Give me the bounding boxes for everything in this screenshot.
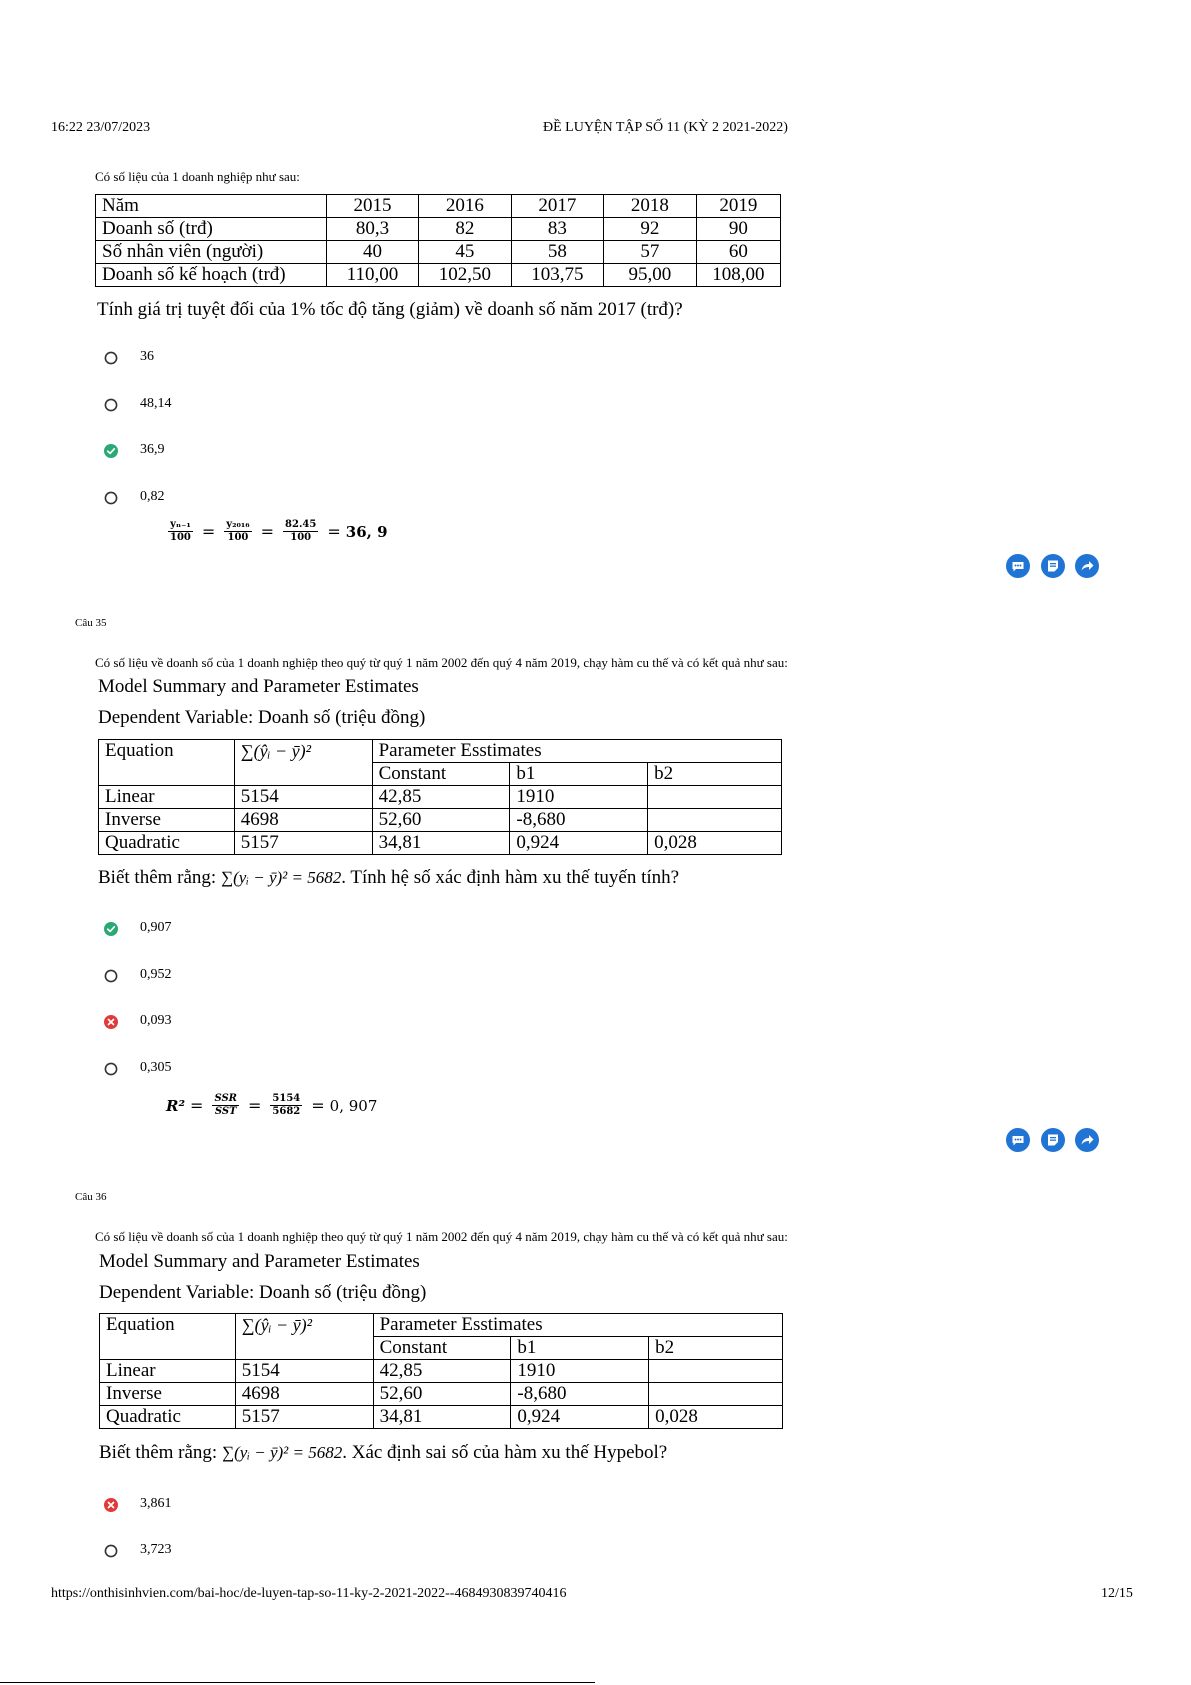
table-row <box>96 195 781 218</box>
share-icon[interactable] <box>1075 554 1099 578</box>
table-cell: 5157 <box>235 1406 373 1429</box>
table-cell: 52,60 <box>373 1383 511 1406</box>
radio-empty-icon <box>104 491 118 505</box>
table-cell: 58 <box>511 241 603 264</box>
table-cell: 102,50 <box>419 264 511 287</box>
table-cell: Linear <box>99 786 235 809</box>
table-cell: 103,75 <box>511 264 603 287</box>
table-cell: 42,85 <box>373 1360 511 1383</box>
table-cell: 2018 <box>604 195 696 218</box>
table-cell: 42,85 <box>372 786 510 809</box>
note-icon[interactable] <box>1041 554 1065 578</box>
check-correct-icon <box>104 444 118 458</box>
table-cell <box>649 1360 783 1383</box>
table-cell <box>235 1314 373 1360</box>
q35-subtitle: Dependent Variable: Doanh số (triệu đồng) <box>98 707 426 728</box>
check-correct-icon <box>104 922 118 936</box>
sum-symbol: ∑(ŷᵢ − ȳ)² <box>241 1315 312 1335</box>
table-cell: 52,60 <box>372 809 510 832</box>
q34-intro: Có số liệu của 1 doanh nghiệp như sau: <box>95 169 300 184</box>
table-cell: 90 <box>696 218 780 241</box>
table-cell: -8,680 <box>511 1383 649 1406</box>
table-cell: 40 <box>326 241 418 264</box>
table-cell: b2 <box>649 1337 783 1360</box>
result: 0, 907 <box>329 1096 378 1115</box>
fraction <box>212 1093 239 1118</box>
option-text: 36 <box>140 349 154 364</box>
q36-intro: Có số liệu về doanh số của 1 doanh nghiệp theo quý từ quý 1 năm 2002 đến quý 4 năm 2019, chạy hàm cu thế và có kết quả như sau: <box>95 1229 788 1244</box>
table-cell: 0,028 <box>649 1406 783 1429</box>
table-cell: 0,924 <box>510 832 648 855</box>
table-cell: Số nhân viên (người) <box>96 241 327 264</box>
table-cell: Linear <box>100 1360 236 1383</box>
denominator: 5682 <box>272 1106 301 1117</box>
fraction <box>270 1093 302 1118</box>
numerator: 5154 <box>272 1093 301 1104</box>
q36-title: Model Summary and Parameter Estimates <box>99 1251 420 1272</box>
table-row <box>100 1406 783 1429</box>
option-text: 3,861 <box>140 1496 172 1511</box>
table-cell: Parameter Esstimates <box>373 1314 782 1337</box>
print-title: ĐỀ LUYỆN TẬP SỐ 11 (KỲ 2 2021-2022) <box>543 120 788 135</box>
table-cell: 1910 <box>510 786 648 809</box>
table-cell: 0,924 <box>511 1406 649 1429</box>
table-cell: Inverse <box>100 1383 236 1406</box>
table-cell: 95,00 <box>604 264 696 287</box>
option-text: 0,82 <box>140 489 165 504</box>
comment-icon[interactable] <box>1006 1128 1030 1152</box>
table-cell: 83 <box>511 218 603 241</box>
table-cell: 5154 <box>234 786 372 809</box>
q36-label: Câu 36 <box>75 1191 107 1203</box>
table-row <box>96 218 781 241</box>
table-cell: 82 <box>419 218 511 241</box>
denominator: 100 <box>227 532 249 543</box>
table-cell: -8,680 <box>510 809 648 832</box>
table-cell: 5154 <box>235 1360 373 1383</box>
table-cell: 92 <box>604 218 696 241</box>
denominator: 100 <box>170 532 191 543</box>
option-text: 0,952 <box>140 967 172 982</box>
q35-param-table <box>98 739 782 855</box>
table-cell: Equation <box>99 740 235 786</box>
q36-question <box>99 1442 667 1464</box>
comment-icon[interactable] <box>1006 554 1030 578</box>
result: 36, 9 <box>345 522 388 541</box>
table-cell: 45 <box>419 241 511 264</box>
question-suffix: . Xác định sai số của hàm xu thế Hypebol? <box>342 1442 668 1463</box>
table-row <box>100 1314 783 1337</box>
table-cell: 1910 <box>511 1360 649 1383</box>
print-datetime: 16:22 23/07/2023 <box>51 120 151 135</box>
q35-question <box>98 867 679 889</box>
table-cell: 2017 <box>511 195 603 218</box>
table-cell: 4698 <box>234 809 372 832</box>
table-cell: b2 <box>648 763 782 786</box>
question-formula: ∑(yᵢ − ȳ)² = 5682 <box>220 868 342 887</box>
table-row <box>96 241 781 264</box>
option-text: 0,093 <box>140 1013 172 1028</box>
radio-empty-icon <box>104 1062 118 1076</box>
lhs: R² <box>166 1096 186 1115</box>
q35-label: Câu 35 <box>75 617 107 629</box>
table-cell: Parameter Esstimates <box>372 740 781 763</box>
question-prefix: Biết thêm rằng: <box>98 867 217 888</box>
fraction <box>283 519 318 544</box>
table-cell <box>649 1383 783 1406</box>
option-text: 0,305 <box>140 1060 172 1075</box>
table-cell: Doanh số (trđ) <box>96 218 327 241</box>
q35-title: Model Summary and Parameter Estimates <box>98 676 419 697</box>
table-cell: Quadratic <box>100 1406 236 1429</box>
table-row <box>100 1360 783 1383</box>
table-cell: Equation <box>100 1314 236 1360</box>
table-cell <box>234 740 372 786</box>
table-cell: 0,028 <box>648 832 782 855</box>
fraction <box>224 519 251 544</box>
x-wrong-icon <box>104 1015 118 1029</box>
q35-intro: Có số liệu về doanh số của 1 doanh nghiệp theo quý từ quý 1 năm 2002 đến quý 4 năm 2019, chạy hàm cu thế và có kết quả như sau: <box>95 655 788 670</box>
table-row <box>100 1383 783 1406</box>
table-cell: Constant <box>372 763 510 786</box>
q36-subtitle: Dependent Variable: Doanh số (triệu đồng) <box>99 1282 427 1303</box>
table-cell: 4698 <box>235 1383 373 1406</box>
q34-question: Tính giá trị tuyệt đối của 1% tốc độ tăng (giảm) về doanh số năm 2017 (trđ)? <box>97 299 683 320</box>
table-cell: 2016 <box>419 195 511 218</box>
q35-explanation: R² = $\frac{\text{SSR}}{\text{SST}}$ = $\frac{5154}{5682}$ = 0, 907 <box>166 1093 378 1117</box>
table-cell: 110,00 <box>326 264 418 287</box>
radio-empty-icon <box>104 398 118 412</box>
table-cell <box>648 786 782 809</box>
table-cell: 5157 <box>234 832 372 855</box>
table-cell <box>648 809 782 832</box>
table-cell: Doanh số kế hoạch (trđ) <box>96 264 327 287</box>
radio-empty-icon <box>104 969 118 983</box>
q34-data-table <box>95 194 781 287</box>
page-number: 12/15 <box>1101 1586 1133 1601</box>
table-row <box>99 832 782 855</box>
table-cell: Năm <box>96 195 327 218</box>
radio-empty-icon <box>104 1544 118 1558</box>
question-formula: ∑(yᵢ − ȳ)² = 5682 <box>221 1443 343 1462</box>
page-divider <box>0 1682 595 1683</box>
table-cell: 2015 <box>326 195 418 218</box>
table-row <box>96 264 781 287</box>
fraction <box>168 519 193 544</box>
sum-symbol: ∑(ŷᵢ − ȳ)² <box>240 741 311 761</box>
numerator: SSR <box>214 1093 237 1104</box>
radio-empty-icon <box>104 351 118 365</box>
q34-explanation: $\frac{\text{yₙ₋₁}}{100}$ = $\frac{\text{y₂₀₁₆}}{100}$ = $\frac{82.45}{100}$ = 36, 9 <box>170 519 388 543</box>
denominator: SST <box>214 1106 237 1117</box>
table-cell: b1 <box>511 1337 649 1360</box>
table-cell: b1 <box>510 763 648 786</box>
q36-param-table <box>99 1313 783 1429</box>
question-suffix: . Tính hệ số xác định hàm xu thế tuyến tính? <box>341 867 680 888</box>
table-row <box>99 809 782 832</box>
table-cell: 57 <box>604 241 696 264</box>
table-cell: 34,81 <box>372 832 510 855</box>
x-wrong-icon <box>104 1498 118 1512</box>
table-row <box>99 740 782 763</box>
denominator: 100 <box>290 532 312 543</box>
table-cell: 80,3 <box>326 218 418 241</box>
question-prefix: Biết thêm rằng: <box>99 1442 218 1463</box>
option-text: 3,723 <box>140 1542 172 1557</box>
table-cell: Constant <box>373 1337 511 1360</box>
table-cell: 34,81 <box>373 1406 511 1429</box>
share-icon[interactable] <box>1075 1128 1099 1152</box>
table-cell: Inverse <box>99 809 235 832</box>
table-cell: Quadratic <box>99 832 235 855</box>
numerator: yₙ₋₁ <box>170 519 191 530</box>
table-cell: 60 <box>696 241 780 264</box>
note-icon[interactable] <box>1041 1128 1065 1152</box>
table-cell: 108,00 <box>696 264 780 287</box>
numerator: 82.45 <box>285 519 317 530</box>
numerator: y₂₀₁₆ <box>226 519 250 530</box>
option-text: 48,14 <box>140 396 172 411</box>
table-cell: 2019 <box>696 195 780 218</box>
table-row <box>99 786 782 809</box>
option-text: 0,907 <box>140 920 172 935</box>
option-text: 36,9 <box>140 442 165 457</box>
print-url: https://onthisinhvien.com/bai-hoc/de-luyen-tap-so-11-ky-2-2021-2022--4684930839740416 <box>51 1586 567 1601</box>
